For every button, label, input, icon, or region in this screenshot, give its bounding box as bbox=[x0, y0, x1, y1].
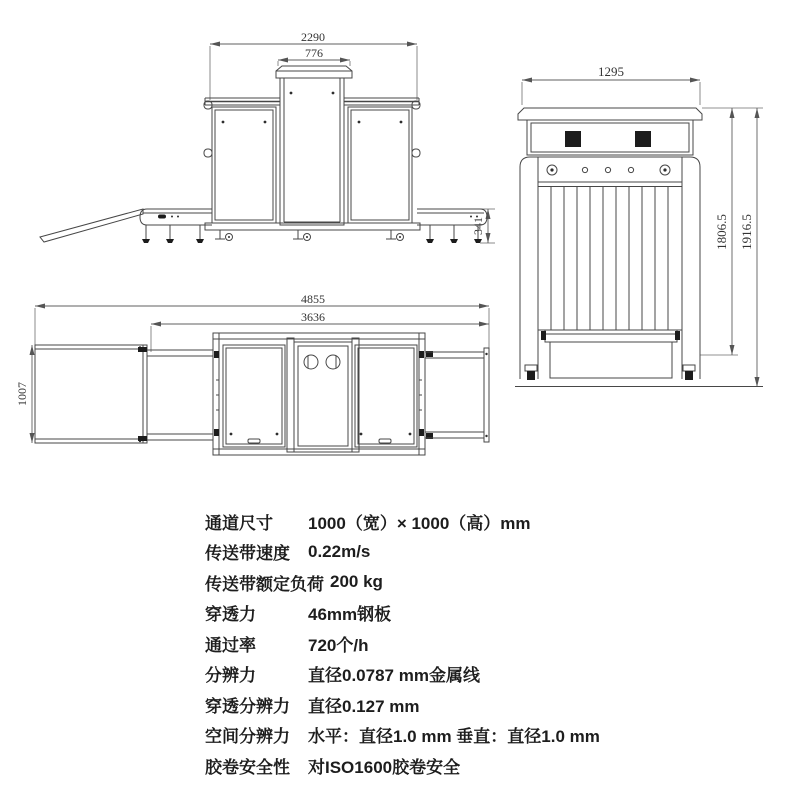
spec-value: 1000（宽）× 1000（高）mm bbox=[308, 513, 531, 533]
dim-overall-width: 2290 bbox=[301, 30, 325, 44]
spec-value: 720个/h bbox=[308, 635, 369, 655]
spec-table bbox=[205, 506, 680, 781]
indicator-lights bbox=[547, 165, 670, 175]
spec-label: 通道尺寸 bbox=[205, 513, 273, 533]
door-handle bbox=[379, 439, 391, 443]
spec-row bbox=[205, 750, 680, 781]
spec-value: 0.22m/s bbox=[308, 541, 371, 561]
spec-row bbox=[205, 689, 680, 720]
spec-label: 分辨力 bbox=[205, 666, 256, 686]
dim-tunnel-top-width: 776 bbox=[305, 46, 323, 60]
hook-icon bbox=[412, 149, 420, 157]
dim-conveyor-height: 341 bbox=[471, 217, 485, 235]
spec-label: 穿透力 bbox=[205, 605, 256, 625]
dim-overall-height: 1916.5 bbox=[739, 214, 754, 250]
roller-icon bbox=[304, 355, 340, 369]
dim-side-width: 1295 bbox=[598, 64, 624, 79]
support-legs bbox=[142, 225, 482, 243]
spec-label: 通过率 bbox=[205, 635, 256, 655]
side-view-drawing bbox=[505, 35, 785, 395]
top-view-drawing bbox=[10, 295, 500, 470]
door-handle bbox=[248, 439, 260, 443]
dim-body-height: 1806.5 bbox=[714, 214, 729, 250]
spec-row bbox=[205, 720, 680, 751]
casters bbox=[215, 230, 404, 241]
spec-label: 穿透分辨力 bbox=[205, 696, 290, 716]
top-view-machine bbox=[35, 333, 489, 455]
front-view-machine bbox=[204, 66, 420, 230]
spec-value: 46mm钢板 bbox=[308, 605, 392, 625]
dim-belt-width: 1007 bbox=[15, 382, 29, 406]
spec-value: 水平：直径1.0 mm 垂直：直径1.0 mm bbox=[308, 727, 600, 747]
spec-row bbox=[205, 659, 680, 690]
spec-row bbox=[205, 567, 680, 598]
spec-value: 直径0.127 mm bbox=[308, 696, 420, 716]
front-view-dimensions bbox=[210, 30, 495, 243]
spec-value: 200 kg bbox=[330, 572, 383, 592]
top-view-dimensions bbox=[15, 295, 489, 443]
lead-curtain bbox=[538, 182, 682, 330]
hook-icon bbox=[204, 149, 212, 157]
vent-icon bbox=[565, 131, 581, 147]
spec-value: 直径0.0787 mm金属线 bbox=[308, 666, 480, 686]
spec-label: 空间分辨力 bbox=[205, 727, 290, 747]
vent-icon bbox=[635, 131, 651, 147]
spec-label: 传送带速度 bbox=[205, 544, 290, 564]
spec-row bbox=[205, 506, 680, 537]
front-view-drawing bbox=[10, 30, 500, 270]
spec-value: 对ISO1600胶卷安全 bbox=[308, 757, 461, 777]
loading-ramp bbox=[40, 209, 143, 242]
spec-row bbox=[205, 537, 680, 568]
spec-label: 传送带额定负荷 bbox=[205, 574, 324, 594]
spec-row bbox=[205, 598, 680, 629]
dim-body-length: 3636 bbox=[301, 310, 325, 324]
spec-label: 胶卷安全性 bbox=[205, 757, 290, 777]
dim-overall-length: 4855 bbox=[301, 295, 325, 306]
spec-row bbox=[205, 628, 680, 659]
